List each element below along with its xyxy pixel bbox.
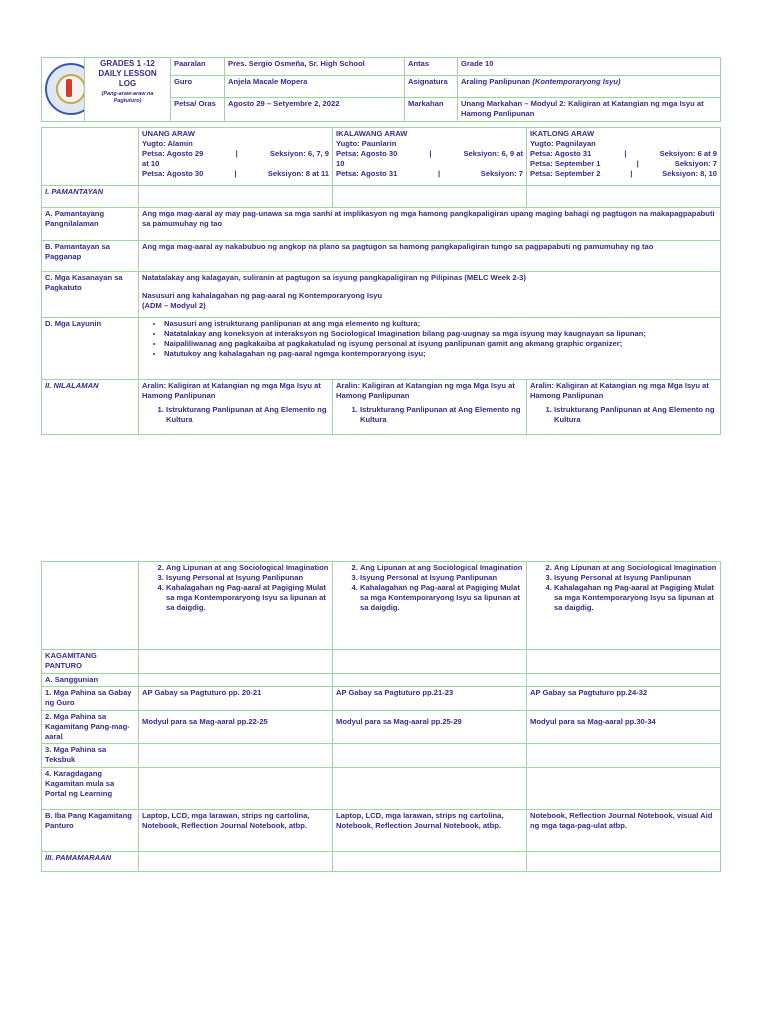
day1-header: UNANG ARAW Yugto: Alamin Petsa: Agosto 29 | Seksiyon: 6, 7, 9 at 10 Petsa: Agosto 30 | Seksiyon: 8 at 11: [139, 128, 333, 186]
nilalaman-day1: Aralin: Kaligiran at Katangian ng mga Mga Isyu at Hamong Panlipunan 1. Istrukturang Panlipunan at Ang Elemento ng Kultura: [139, 380, 333, 435]
dll-title: GRADES 1 -12 DAILY LESSON LOG (Pang-araw-araw na Pagtuturo): [85, 58, 171, 122]
layunin-item: • Nasusuri ang istrukturang panlipunan at ang mga elemento ng kultura;: [164, 319, 717, 329]
pagganap-text: Ang mga mag-aaral ay nakabubuo ng angkop na plano sa pagtugon sa hamong pangkapaligiran tungo sa pagpapabuti ng pamumuhay ng tao: [139, 241, 721, 272]
nilalaman-day3: Aralin: Kaligiran at Katangian ng mga Mga Isyu at Hamong Panlipunan 1. Istrukturang Panlipunan at Ang Elemento ng Kultura: [527, 380, 721, 435]
pagganap-label: B. Pamantayan sa Pagganap: [42, 241, 139, 272]
iba-label: B. Iba Pang Kagamitang Panturo: [42, 810, 139, 852]
header-table: [41, 57, 721, 122]
kagamitan-heading: KAGAMITANG PANTURO: [42, 650, 139, 674]
iba-day1: Laptop, LCD, mga larawan, strips ng cartolina, Notebook, Reflection Journal Notebook, atbp.: [139, 810, 333, 852]
kasanayan-text: Natatalakay ang kalagayan, suliranin at pagtugon sa isyung pangkapaligiran ng Pilipinas (MELC Week 2-3) Nasusuri ang kahalagahan ng pag-aaral ng Kontemporaryong Isyu (ADM – Modyul 2): [139, 272, 721, 318]
petsa-value: Agosto 29 – Setyembre 2, 2022: [225, 98, 405, 122]
topics-day1: 2. Ang Lipunan at ang Sociological Imagination 3. Isyung Personal at Isyung Panlipunan 4. Kahalagahan ng Pag-aaral at Pagiging Mulat sa mga Kontemporaryong Isyu sa lipunan at sa daigdig.: [139, 562, 333, 650]
asignatura-value: Araling Panlipunan (Kontemporaryong Isyu): [458, 76, 721, 98]
iba-day2: Laptop, LCD, mga larawan, strips ng cartolina, Notebook, Reflection Journal Notebook, atbp.: [333, 810, 527, 852]
deped-logo-cell: [42, 58, 85, 122]
mag-aaral-label: 2. Mga Pahina sa Kagamitang Pang-mag-aaral: [42, 711, 139, 744]
petsa-label: Petsa/ Oras: [171, 98, 225, 122]
pangnilalaman-text: Ang mga mag-aaral ay may pag-unawa sa mga sanhi at implikasyon ng mga hamong pangkapaligiran upang maging bahagi ng pagtugon na makapagpapabuti sa pamumuhay ng tao: [139, 208, 721, 241]
deped-logo: [45, 63, 85, 115]
paaralan-label: Paaralan: [171, 58, 225, 76]
iba-day3: Notebook, Reflection Journal Notebook, visual Aid ng mga taga-pag-ulat atbp.: [527, 810, 721, 852]
pangnilalaman-label: A. Pamantayang Pangnilalaman: [42, 208, 139, 241]
guro-label: Guro: [171, 76, 225, 98]
gabay-label: 1. Mga Pahina sa Gabay ng Guro: [42, 687, 139, 711]
pamamaraan-heading: III. PAMAMARAAN: [42, 852, 139, 872]
gabay-day2: AP Gabay sa Pagtuturo pp.21-23: [333, 687, 527, 711]
mag-aaral-day1: Modyul para sa Mag-aaral pp.22-25: [139, 711, 333, 744]
lesson-table-2: [41, 561, 721, 872]
topics-day2: 2. Ang Lipunan at ang Sociological Imagination 3. Isyung Personal at Isyung Panlipunan 4. Kahalagahan ng Pag-aaral at Pagiging Mulat sa mga Kontemporaryong Isyu sa lipunan at sa daigdig.: [333, 562, 527, 650]
gabay-day1: AP Gabay sa Pagtuturo pp. 20-21: [139, 687, 333, 711]
lesson-table-1: [41, 127, 721, 435]
nilalaman-day2: Aralin: Kaligiran at Katangian ng mga Mga Isyu at Hamong Panlipunan 1. Istrukturang Panlipunan at Ang Elemento ng Kultura: [333, 380, 527, 435]
day3-header: IKATLONG ARAW Yugto: Pagnilayan Petsa: Agosto 31 | Seksiyon: 6 at 9 Petsa: September 1 | Seksiyon: 7 Petsa: September 2 | Seksiyon: 8, 10: [527, 128, 721, 186]
layunin-item: • Natatalakay ang koneksyon at interaksyon ng Sociological Imagination bilang pag-uugnay sa mga isyung may kaugnayan sa lipunan;: [164, 329, 717, 339]
layunin-item: • Natutukoy ang kahalagahan ng pag-aaral ngmga kontemporaryong isyu;: [164, 349, 717, 359]
antas-label: Antas: [405, 58, 458, 76]
empty-corner: [42, 128, 139, 186]
asignatura-label: Asignatura: [405, 76, 458, 98]
dll-subtitle: (Pang-araw-araw na Pagtuturo): [101, 91, 154, 104]
markahan-label: Markahan: [405, 98, 458, 122]
mag-aaral-day2: Modyul para sa Mag-aaral pp.25-29: [333, 711, 527, 744]
layunin-item: • Naipaliliwanag ang pagkakaiba at pagkakatulad ng isyung personal at isyung panlipunan gamit ang akmang graphic organizer;: [164, 339, 717, 349]
layunin-list: [139, 318, 721, 380]
mag-aaral-day3: Modyul para sa Mag-aaral pp.30-34: [527, 711, 721, 744]
karagdagang-label: 4. Karagdagang Kagamitan mula sa Portal ng Learning: [42, 768, 139, 810]
guro-value: Anjela Macale Mopera: [225, 76, 405, 98]
teksbuk-label: 3. Mga Pahina sa Teksbuk: [42, 744, 139, 768]
layunin-label: D. Mga Layunin: [42, 318, 139, 380]
gabay-day3: AP Gabay sa Pagtuturo pp.24-32: [527, 687, 721, 711]
nilalaman-heading: II. NILALAMAN: [42, 380, 139, 435]
sanggunian-label: A. Sanggunian: [42, 674, 139, 687]
day2-header: IKALAWANG ARAW Yugto: Paunlarin Petsa: Agosto 30 | Seksiyon: 6, 9 at 10 Petsa: Agosto 31 | Seksiyon: 7: [333, 128, 527, 186]
markahan-value: Unang Markahan – Modyul 2: Kaligiran at Katangian ng mga Isyu at Hamong Panlipunan: [458, 98, 721, 122]
topics-day3: 2. Ang Lipunan at ang Sociological Imagination 3. Isyung Personal at Isyung Panlipunan 4. Kahalagahan ng Pag-aaral at Pagiging Mulat sa mga Kontemporaryong Isyu sa lipunan at sa daigdig.: [527, 562, 721, 650]
kasanayan-label: C. Mga Kasanayan sa Pagkatuto: [42, 272, 139, 318]
pamantayan-heading: I. PAMANTAYAN: [42, 186, 139, 208]
antas-value: Grade 10: [458, 58, 721, 76]
paaralan-value: Pres. Sergio Osmeña, Sr. High School: [225, 58, 405, 76]
